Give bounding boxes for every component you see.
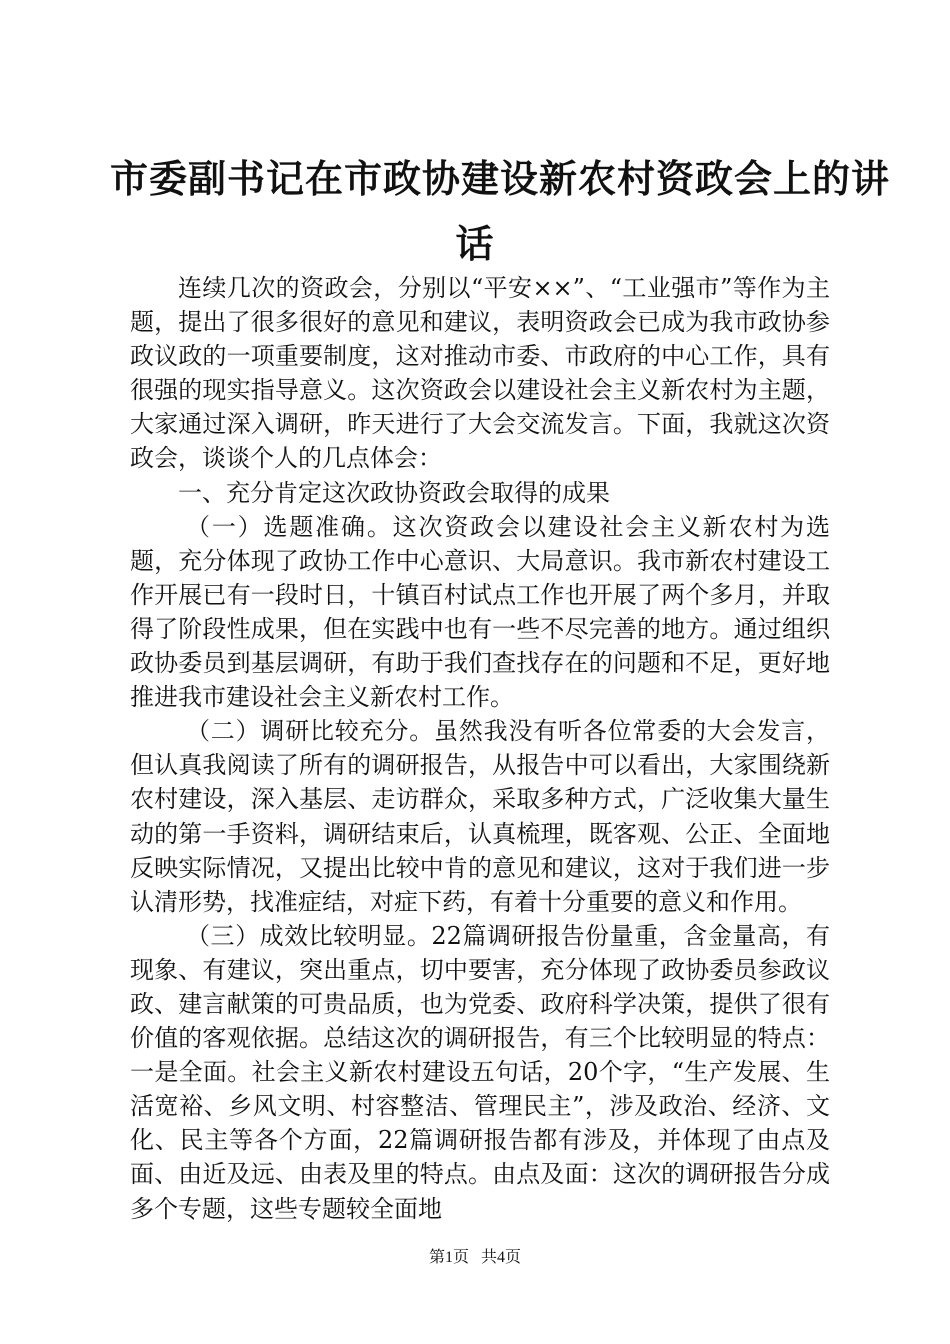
document-title-line-1: 市委副书记在市政协建设新农村资政会上的讲 (110, 157, 891, 201)
document-title-line-2: 话 (455, 222, 495, 266)
section-heading-1: 一、充分肯定这次政协资政会取得的成果 (178, 478, 610, 507)
page-footer (0, 1244, 950, 1267)
page-number: 第1页 (428, 1249, 469, 1266)
document-body (130, 271, 830, 1226)
page-total: 共4页 (481, 1249, 522, 1266)
paragraph-point-1: （一）选题准确。这次资政会以建设社会主义新农村为选题，充分体现了政协工作中心意识、大局意识。我市新农村建设工作开展已有一段时日，十镇百村试点工作也开展了两个多月，并取得了阶段性成果，但在实践中也有一些不尽完善的地方。通过组织政协委员到基层调研，有助于我们查找存在的问题和不足，更好地推进我市建设社会主义新农村工作。 (130, 512, 830, 712)
paragraph-point-2: （二）调研比较充分。虽然我没有听各位常委的大会发言，但认真我阅读了所有的调研报告，从报告中可以看出，大家围绕新农村建设，深入基层、走访群众，采取多种方式，广泛收集大量生动的第一手资料，调研结束后，认真梳理，既客观、公正、全面地反映实际情况，又提出比较中肯的意见和建议，这对于我们进一步认清形势，找准症结，对症下药，有着十分重要的意义和作用。 (130, 717, 830, 916)
paragraph-point-3: （三）成效比较明显。22篇调研报告份量重，含金量高，有现象、有建议，突出重点，切中要害，充分体现了政协委员参政议政、建言献策的可贵品质，也为党委、政府科学决策，提供了很有价值的客观依据。总结这次的调研报告，有三个比较明显的特点：一是全面。社会主义新农村建设五句话，20个字，“生产发展、生活宽裕、乡风文明、村容整洁、管理民主”，涉及政治、经济、文化、民主等各个方面，22篇调研报告都有涉及，并体现了由点及面、由近及远、由表及里的特点。由点及面：这次的调研报告分成多个专题，这些专题较全面地 (130, 921, 830, 1223)
intro-paragraph: 连续几次的资政会，分别以“平安××”、“工业强市”等作为主题，提出了很多很好的意见和建议，表明资政会已成为我市政协参政议政的一项重要制度，这对推动市委、市政府的中心工作，具有很强的现实指导意义。这次资政会以建设社会主义新农村为主题，大家通过深入调研，昨天进行了大会交流发言。下面，我就这次资政会，谈谈个人的几点体会： (130, 274, 830, 473)
